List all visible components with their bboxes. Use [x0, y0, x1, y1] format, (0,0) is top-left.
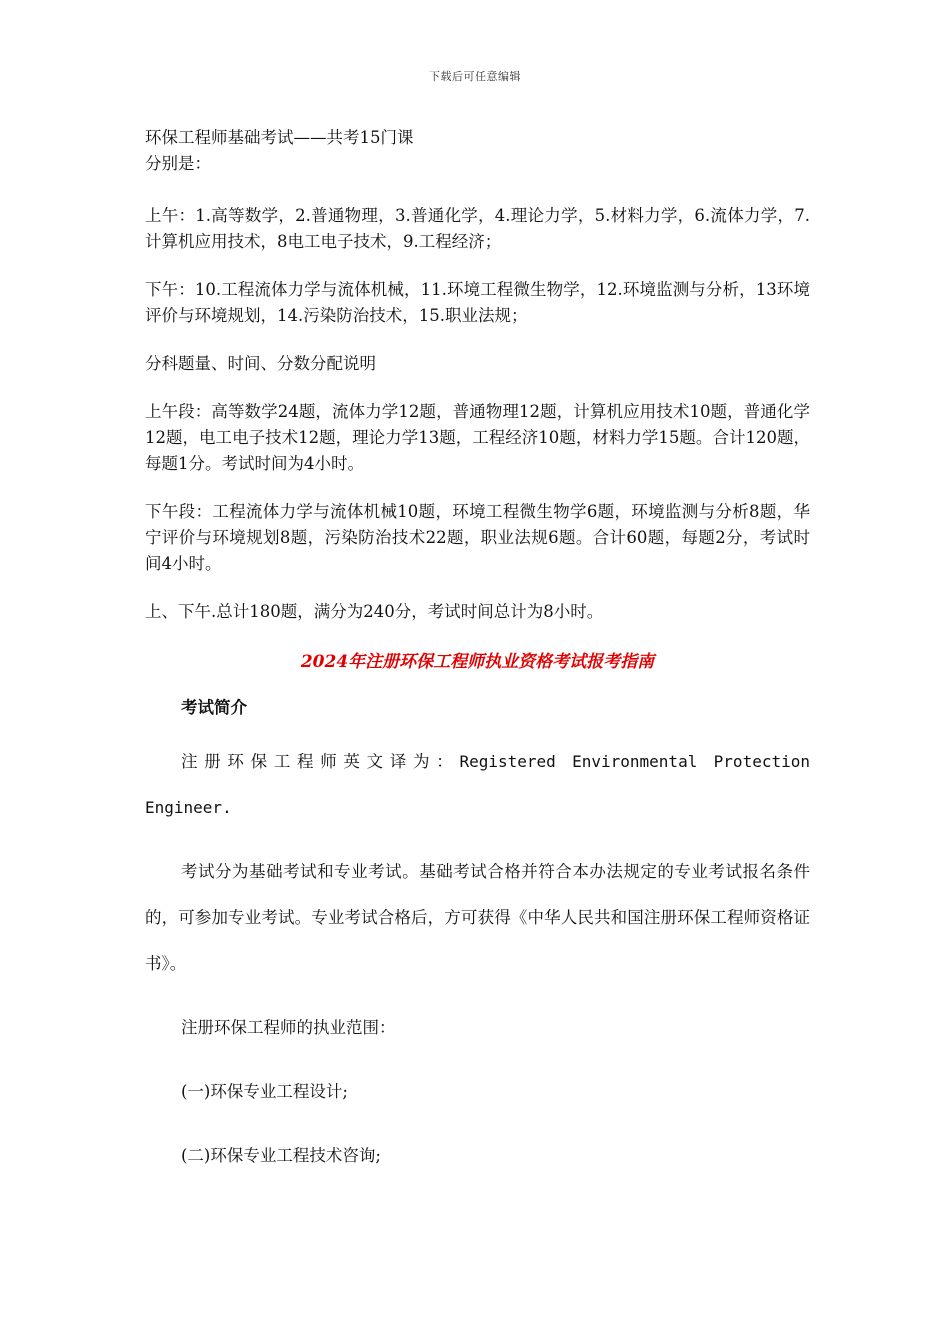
intro-title-line: 环保工程师基础考试——共考15门课 [145, 128, 414, 147]
english-name-label: 注册环保工程师英文译为： [181, 752, 460, 771]
scope-item: (一)环保专业工程设计; [181, 1082, 348, 1101]
exam-intro-heading: 考试简介 [181, 698, 247, 717]
morning-allocation-paragraph: 上午段：高等数学24题，流体力学12题，普通物理12题，计算机应用技术10题，普通化学12题，电工电子技术12题，理论力学13题，工程经济10题，材料力学15题。合计120题，每题1分。考试时间为4小时。 [145, 402, 810, 473]
document-body [145, 125, 810, 1179]
english-name-paragraph [145, 739, 810, 831]
exam-structure-paragraph: 考试分为基础考试和专业考试。基础考试合格并符合本办法规定的专业考试报名条件的，可参加专业考试。专业考试合格后，方可获得《中华人民共和国注册环保工程师资格证书》。 [145, 862, 810, 973]
english-name-text: Registered Environmental Protection Engineer. [145, 752, 810, 817]
guide-title: 2024年注册环保工程师执业资格考试报考指南 [300, 652, 655, 672]
morning-subjects-paragraph: 上午：1.高等数学，2.普通物理，3.普通化学，4.理论力学，5.材料力学，6.流体力学，7.计算机应用技术，8电工电子技术，9.工程经济； [145, 206, 810, 251]
scope-item: (二)环保专业工程技术咨询; [181, 1146, 381, 1165]
afternoon-subjects-paragraph: 下午：10.工程流体力学与流体机械，11.环境工程微生物学，12.环境监测与分析，13环境评价与环境规划，14.污染防治技术，15.职业法规； [145, 280, 810, 325]
intro-subtitle-line: 分别是： [145, 154, 211, 173]
scope-heading: 注册环保工程师的执业范围： [181, 1018, 396, 1037]
allocation-heading: 分科题量、时间、分数分配说明 [145, 354, 376, 373]
afternoon-allocation-paragraph: 下午段：工程流体力学与流体机械10题，环境工程微生物学6题，环境监测与分析8题，华宁评价与环境规划8题，污染防治技术22题，职业法规6题。合计60题，每题2分，考试时间4小时。 [145, 502, 810, 573]
total-summary-paragraph: 上、下午.总计180题，满分为240分，考试时间总计为8小时。 [145, 602, 604, 621]
page-header-note: 下载后可任意编辑 [429, 70, 521, 83]
